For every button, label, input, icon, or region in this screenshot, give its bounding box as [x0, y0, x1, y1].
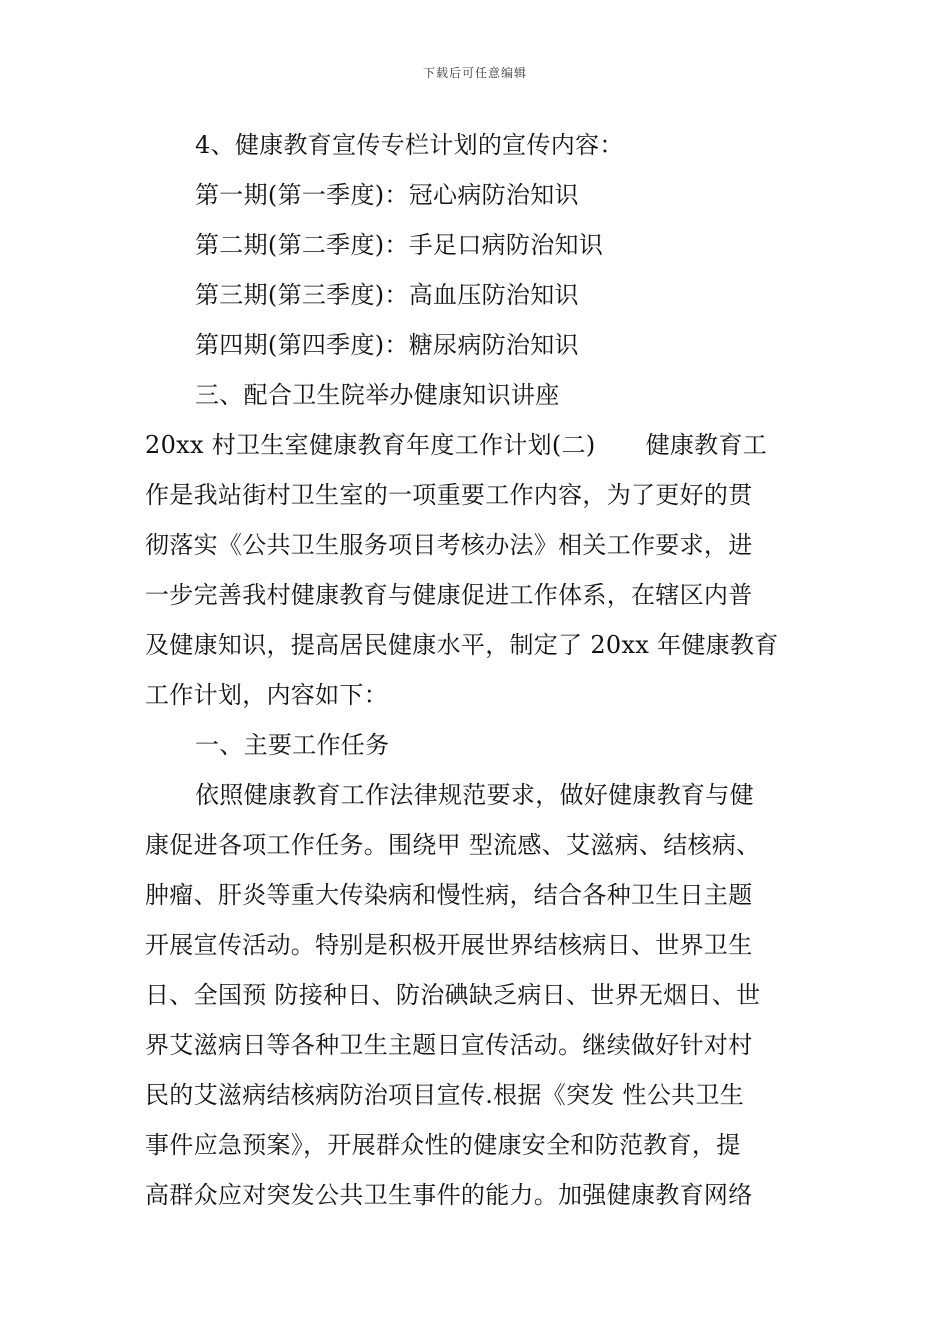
- section-one-line-5: 界艾滋病日等各种卫生主题日宣传活动。继续做好针对村: [145, 1031, 753, 1059]
- list-heading: 4、健康教育宣传专栏计划的宣传内容：: [195, 131, 624, 159]
- section-one-line-2: 肿瘤、肝炎等重大传染病和慢性病，结合各种卫生日主题: [145, 881, 753, 909]
- section-one-line-4: 日、全国预 防接种日、防治碘缺乏病日、世界无烟日、世: [145, 981, 761, 1009]
- document-body: [145, 120, 807, 1220]
- plan-two-line-4: 及健康知识，提高居民健康水平，制定了 20xx 年健康教育: [145, 631, 779, 659]
- plan-two-line-2: 彻落实《公共卫生服务项目考核办法》相关工作要求，进: [145, 531, 753, 559]
- list-item-q2: 第二期(第二季度)：手足口病防治知识: [195, 231, 604, 259]
- section-three-heading: 三、配合卫生院举办健康知识讲座: [195, 381, 560, 409]
- plan-two-title: 20xx 村卫生室健康教育年度工作计划(二): [145, 431, 596, 459]
- section-one-line-0: 依照健康教育工作法律规范要求，做好健康教育与健: [195, 781, 754, 809]
- section-one-line-6: 民的艾滋病结核病防治项目宣传.根据《突发 性公共卫生: [145, 1081, 745, 1109]
- section-one-heading: 一、主要工作任务: [195, 731, 390, 759]
- plan-two-line-0: 健康教育工: [645, 431, 768, 459]
- plan-two-line-5: 工作计划，内容如下：: [145, 681, 388, 709]
- page-header-note: 下载后可任意编辑: [422, 66, 527, 80]
- list-item-q4: 第四期(第四季度)：糖尿病防治知识: [195, 331, 579, 359]
- section-one-line-8: 高群众应对突发公共卫生事件的能力。加强健康教育网络: [145, 1181, 753, 1209]
- list-item-q1: 第一期(第一季度)：冠心病防治知识: [195, 181, 579, 209]
- plan-two-line-1: 作是我站街村卫生室的一项重要工作内容，为了更好的贯: [145, 481, 753, 509]
- list-item-q3: 第三期(第三季度)：高血压防治知识: [195, 281, 579, 309]
- plan-two-line-3: 一步完善我村健康教育与健康促进工作体系，在辖区内普: [145, 581, 753, 609]
- section-one-line-3: 开展宣传活动。特别是积极开展世界结核病日、世界卫生: [145, 931, 753, 959]
- section-one-line-7: 事件应急预案》，开展群众性的健康安全和防范教育，提: [145, 1131, 741, 1159]
- plan-two-title-line: [145, 420, 807, 470]
- section-one-line-1: 康促进各项工作任务。围绕甲 型流感、艾滋病、结核病、: [145, 831, 761, 859]
